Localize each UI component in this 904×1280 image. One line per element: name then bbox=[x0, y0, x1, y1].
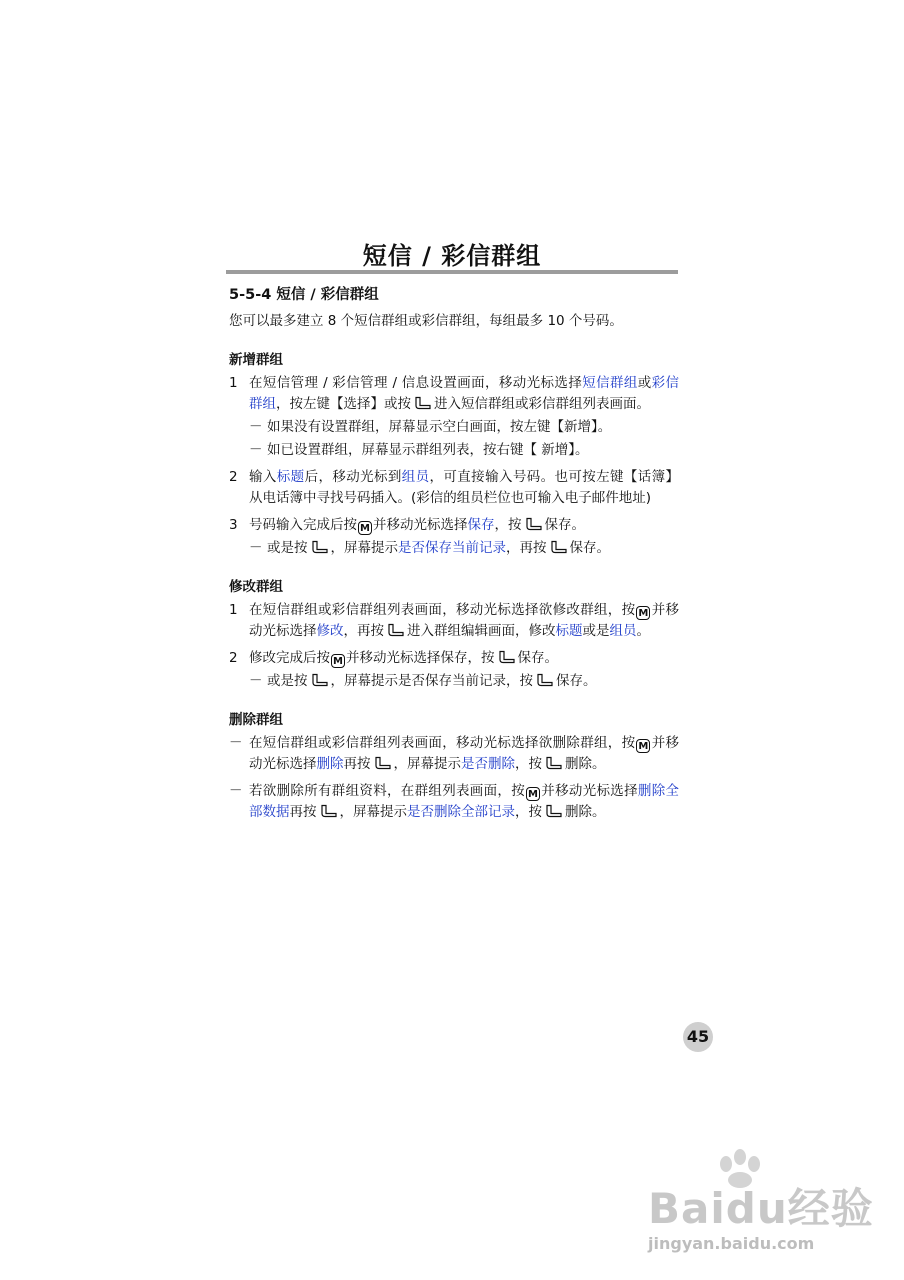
section-intro: 您可以最多建立 8 个短信群组或彩信群组，每组最多 10 个号码。 bbox=[229, 313, 623, 329]
menu-option-save: 保存 bbox=[467, 517, 495, 533]
note-text: 并移动光标选择 bbox=[541, 783, 638, 799]
step-body bbox=[249, 515, 679, 559]
note-body bbox=[249, 733, 679, 775]
sub-note-text: 或是按 bbox=[267, 540, 308, 556]
menu-key-icon: M bbox=[636, 606, 650, 620]
sub-note-text: ，屏幕提示 bbox=[330, 540, 398, 556]
note-body bbox=[249, 781, 679, 823]
sub-note-text: 如果没有设置群组，屏幕显示空白画面，按左键【新增】。 bbox=[267, 419, 612, 435]
step-text: ，按左键【选择】或按 bbox=[276, 396, 411, 412]
note-text: ，屏幕提示 bbox=[339, 804, 407, 820]
call-key-icon bbox=[310, 673, 329, 687]
step-number: 1 bbox=[229, 602, 238, 618]
step-text: 进入群组编辑画面，修改 bbox=[407, 623, 556, 639]
menu-key-icon: M bbox=[636, 739, 650, 753]
step-body bbox=[249, 648, 679, 692]
step-text: 并移动光标选择保存，按 bbox=[346, 650, 495, 666]
step-text: 保存。 bbox=[517, 650, 558, 666]
sub-note-text: ，屏幕提示是否保存当前记录，按 bbox=[330, 673, 533, 689]
note-text: 并移动光标选择 bbox=[249, 735, 680, 772]
step-text: 在短信群组或彩信群组列表画面，移动光标选择欲修改群组，按 bbox=[249, 602, 636, 618]
call-key-icon bbox=[319, 804, 338, 818]
step-text: 保存。 bbox=[544, 517, 585, 533]
new-group-step-1 bbox=[229, 373, 679, 461]
step-text: 并移动光标选择 bbox=[249, 602, 680, 639]
call-key-icon bbox=[413, 396, 432, 410]
step-text: 后，移动光标到 bbox=[304, 469, 402, 485]
sub-note bbox=[249, 417, 679, 438]
step-text: ，按 bbox=[494, 517, 522, 533]
step-text: 在短信管理 / 彩信管理 / 信息设置画面，移动光标选择 bbox=[249, 375, 583, 391]
note-text: 再按 bbox=[289, 804, 317, 820]
note-text: 若欲删除所有群组资料，在群组列表画面，按 bbox=[249, 783, 525, 799]
modify-group-heading: 修改群组 bbox=[229, 579, 283, 595]
call-key-icon bbox=[544, 756, 563, 770]
page-number: 45 bbox=[683, 1022, 713, 1052]
step-body bbox=[249, 467, 679, 509]
step-text: 或是 bbox=[582, 623, 610, 639]
note-text: 在短信群组或彩信群组列表画面，移动光标选择欲删除群组，按 bbox=[249, 735, 636, 751]
modify-group-step-2 bbox=[229, 648, 679, 692]
step-text: 输入 bbox=[249, 469, 277, 485]
menu-option-delete-all: 删除全部数据 bbox=[249, 783, 680, 820]
step-text: 或 bbox=[637, 375, 652, 391]
call-key-icon bbox=[544, 804, 563, 818]
field-members: 组员 bbox=[401, 469, 430, 485]
field-members: 组员 bbox=[609, 623, 637, 639]
call-key-icon bbox=[549, 540, 568, 554]
prompt-save-current: 是否保存当前记录 bbox=[398, 540, 506, 556]
sub-note bbox=[249, 440, 679, 461]
sub-note-text: 或是按 bbox=[267, 673, 308, 689]
note-text: 再按 bbox=[343, 756, 371, 772]
menu-key-icon: M bbox=[358, 521, 372, 535]
step-number: 1 bbox=[229, 375, 238, 391]
sub-note bbox=[249, 671, 679, 692]
delete-group-note-1 bbox=[229, 733, 679, 775]
delete-group-heading: 删除群组 bbox=[229, 712, 283, 728]
delete-group-note-2 bbox=[229, 781, 679, 823]
call-key-icon bbox=[524, 517, 543, 531]
watermark-brand: Baidu经验 bbox=[648, 1184, 874, 1233]
menu-option-modify: 修改 bbox=[316, 623, 344, 639]
step-text: 号码输入完成后按 bbox=[249, 517, 357, 533]
new-group-heading: 新增群组 bbox=[229, 352, 283, 368]
step-text: ，再按 bbox=[343, 623, 384, 639]
step-number: 2 bbox=[229, 469, 238, 485]
baidu-watermark bbox=[640, 1148, 890, 1268]
step-number: 2 bbox=[229, 650, 238, 666]
sub-note-text: ，再按 bbox=[506, 540, 547, 556]
dash: － bbox=[249, 540, 263, 556]
dash: － bbox=[229, 735, 243, 751]
dash: － bbox=[249, 419, 263, 435]
field-title: 标题 bbox=[555, 623, 583, 639]
new-group-step-2 bbox=[229, 467, 679, 509]
modify-group-step-1 bbox=[229, 600, 679, 642]
step-text: 修改完成后按 bbox=[249, 650, 330, 666]
dash: － bbox=[229, 783, 243, 799]
menu-key-icon: M bbox=[526, 787, 540, 801]
sub-note bbox=[249, 538, 679, 559]
note-text: 删除。 bbox=[565, 804, 606, 820]
step-text: 进入短信群组或彩信群组列表画面。 bbox=[434, 396, 650, 412]
prompt-delete: 是否删除 bbox=[461, 756, 515, 772]
sub-note-text: 保存。 bbox=[556, 673, 597, 689]
call-key-icon bbox=[386, 623, 405, 637]
section-heading: 5-5-4 短信 / 彩信群组 bbox=[229, 287, 379, 303]
field-title: 标题 bbox=[276, 469, 305, 485]
step-text: 并移动光标选择 bbox=[373, 517, 468, 533]
dash: － bbox=[249, 442, 263, 458]
dash: － bbox=[249, 673, 263, 689]
note-text: ，按 bbox=[515, 804, 542, 820]
menu-option-sms-group: 短信群组 bbox=[582, 375, 638, 391]
sub-note-text: 如已设置群组，屏幕显示群组列表，按右键【 新增】。 bbox=[267, 442, 589, 458]
step-body bbox=[249, 600, 679, 642]
menu-key-icon: M bbox=[331, 654, 345, 668]
prompt-delete-all: 是否删除全部记录 bbox=[407, 804, 515, 820]
call-key-icon bbox=[497, 650, 516, 664]
note-text: ，屏幕提示 bbox=[393, 756, 461, 772]
step-body bbox=[249, 373, 679, 461]
new-group-step-3 bbox=[229, 515, 679, 559]
note-text: ，按 bbox=[515, 756, 542, 772]
page-title: 短信 / 彩信群组 bbox=[362, 242, 542, 270]
menu-option-mms-group: 彩信群组 bbox=[249, 375, 680, 412]
sub-note-text: 保存。 bbox=[569, 540, 610, 556]
title-underline bbox=[226, 270, 678, 274]
watermark-url: jingyan.baidu.com bbox=[648, 1234, 815, 1253]
call-key-icon bbox=[310, 540, 329, 554]
menu-option-delete: 删除 bbox=[316, 756, 344, 772]
step-text: ，可直接输入号码。也可按左键【话簿】从电话簿中寻找号码插入。(彩信的组员栏位也可输入电子邮件地址) bbox=[249, 469, 680, 506]
step-number: 3 bbox=[229, 517, 238, 533]
call-key-icon bbox=[535, 673, 554, 687]
step-text: 。 bbox=[636, 623, 650, 639]
call-key-icon bbox=[373, 756, 392, 770]
note-text: 删除。 bbox=[565, 756, 606, 772]
content bbox=[229, 285, 679, 823]
